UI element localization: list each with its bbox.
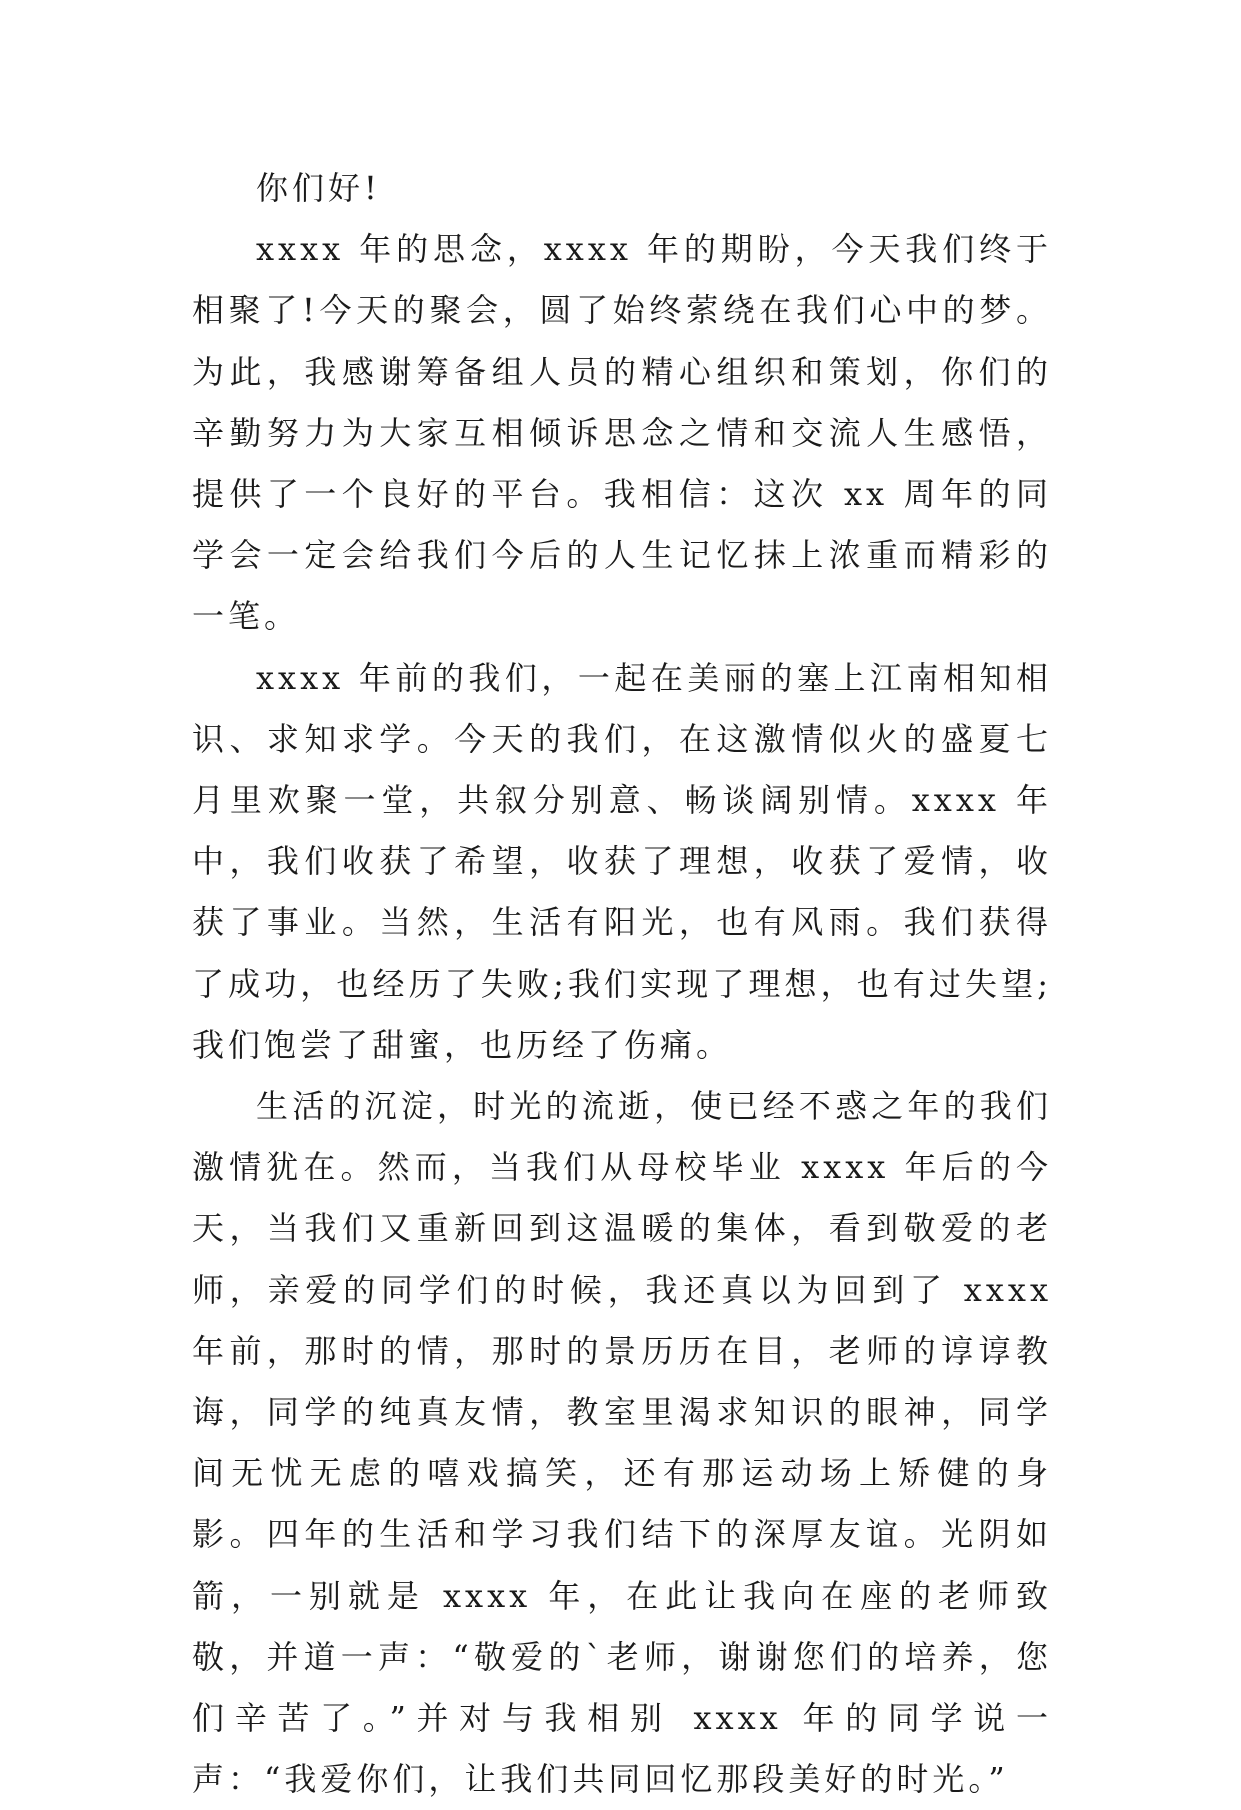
paragraph-1: xxxx 年的思念，xxxx 年的期盼，今天我们终于相聚了!今天的聚会，圆了始终萦绕在我们心中的梦。为此，我感谢筹备组人员的精心组织和策划，你们的辛勤努力为大家互相倾诉思念之情和交流人生感悟，提供了一个良好的平台。我相信：这次 xx 周年的同学会一定会给我们今后的人生记忆抹上浓重而精彩的一笔。 xyxy=(192,230,1052,636)
greeting-line: 你们好! xyxy=(256,169,381,207)
paragraph-3: 生活的沉淀，时光的流逝，使已经不惑之年的我们激情犹在。然而，当我们从母校毕业 xxxx 年后的今天，当我们又重新回到这温暖的集体，看到敬爱的老师，亲爱的同学们的时候，我还真以为回到了 xxxx 年前，那时的情，那时的景历历在目，老师的谆谆教诲，同学的纯真友情，教室里渴求知识的眼神，同学间无忧无虑的嘻戏搞笑，还有那运动场上矫健的身影。四年的生活和学习我们结下的深厚友谊。光阴如箭，一别就是 xxxx 年，在此让我向在座的老师致敬，并道一声：“敬爱的`老师，谢谢您们的培养，您们辛苦了。”并对与我相别 xxxx 年的同学说一声：“我爱你们，让我们共同回忆那段美好的时光。” xyxy=(192,1087,1052,1799)
paragraph-2: xxxx 年前的我们，一起在美丽的塞上江南相知相识、求知求学。今天的我们，在这激情似火的盛夏七月里欢聚一堂，共叙分别意、畅谈阔别情。xxxx 年中，我们收获了希望，收获了理想，收获了爱情，收获了事业。当然，生活有阳光，也有风雨。我们获得了成功，也经历了失败;我们实现了理想，也有过失望;我们饱尝了甜蜜，也历经了伤痛。 xyxy=(192,658,1052,1064)
letter-body xyxy=(192,158,1052,1810)
